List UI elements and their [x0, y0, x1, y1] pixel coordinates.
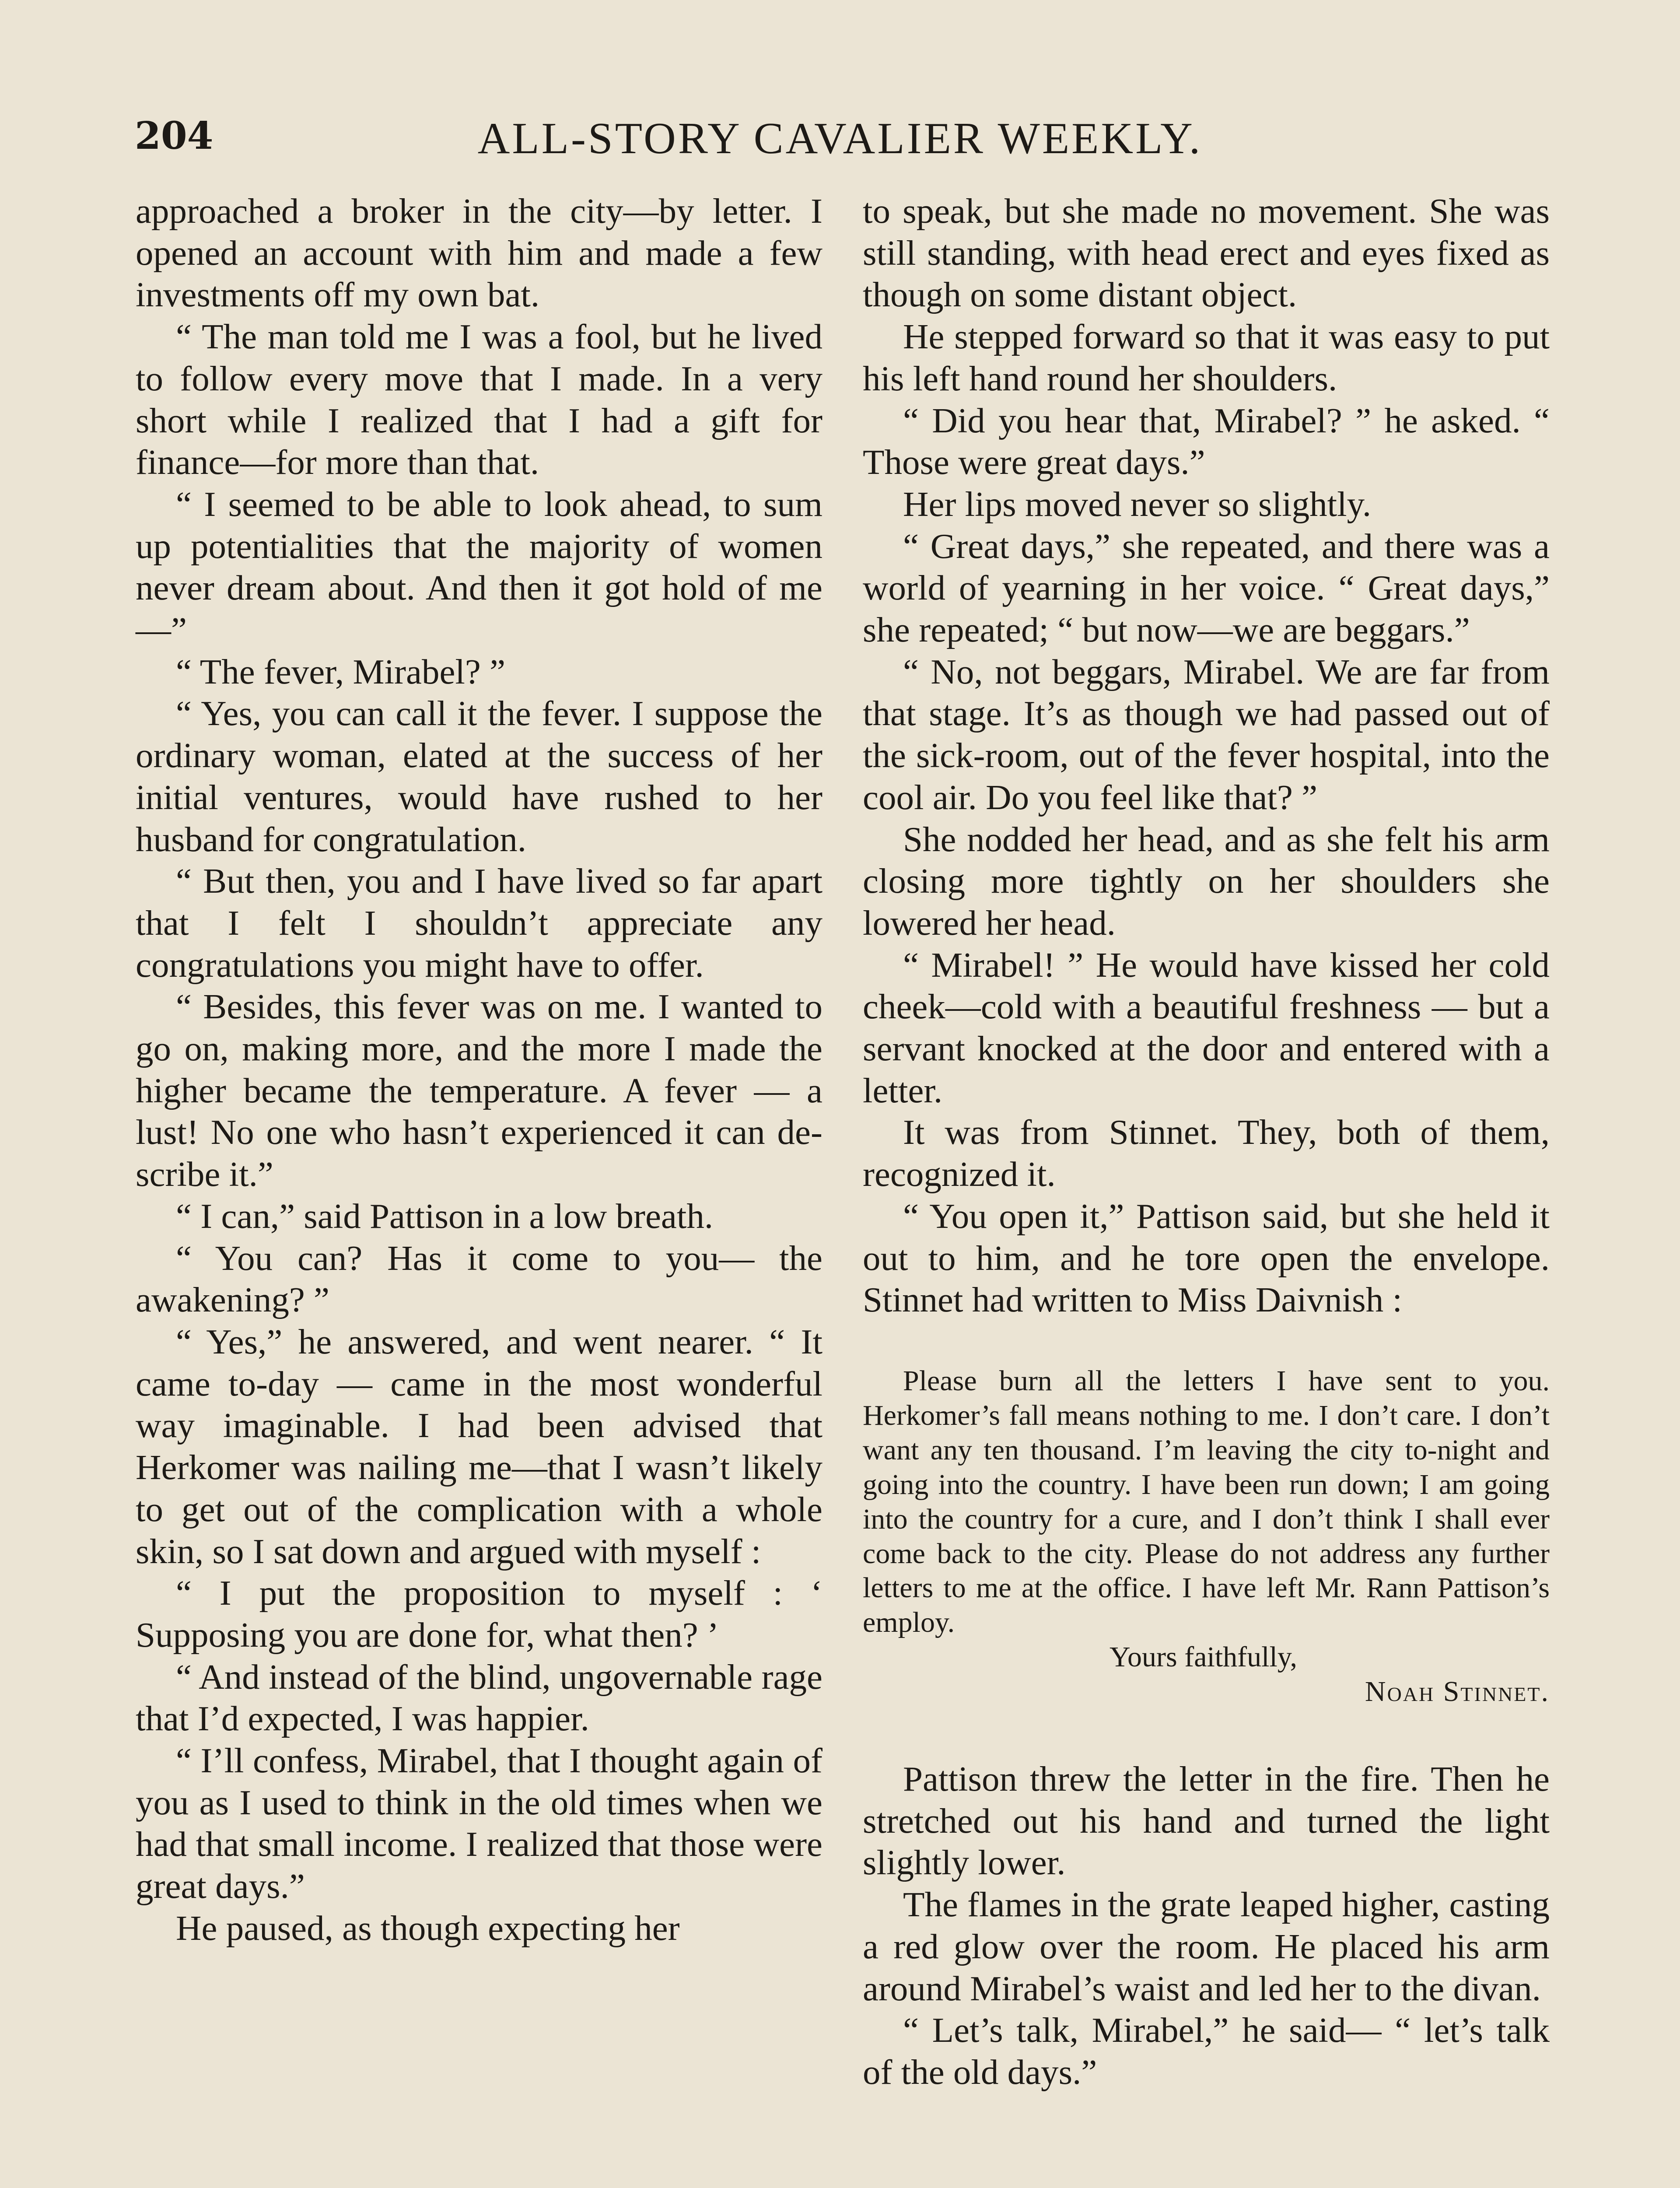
paragraph: “ You can? Has it come to you— the awakening? ” — [136, 1238, 822, 1320]
paragraph: She nodded her head, and as she felt his arm closing more tightly on her shoulders she lowered her head. — [863, 819, 1550, 943]
paragraph: “ I can,” said Pattison in a low breath. — [176, 1196, 714, 1236]
paragraph: “ Besides, this fever was on me. I wanted to go on, making more, and the more I made the higher became the temperature. A fever — a lust! No one who hasn’t experienced it can describe it.” — [136, 987, 822, 1194]
paragraph: “ But then, you and I have lived so far apart that I felt I shouldn’t appreciate any congratulations you might have to offer. — [136, 861, 822, 985]
quoted-letter — [863, 1364, 1550, 1709]
running-title: ALL-STORY CAVALIER WEEKLY. — [477, 114, 1203, 163]
paragraph: “ Mirabel! ” He would have kissed her cold cheek—cold with a beautiful freshness — but a servant knocked at the door and entered with a letter. — [863, 945, 1550, 1110]
paragraph: “ Let’s talk, Mirabel,” he said— “ let’s talk of the old days.” — [863, 2010, 1550, 2092]
paragraph: to speak, but she made no movement. She was still standing, with head erect and eyes fixed as though on some distant object. — [863, 191, 1550, 315]
letter-signature: Noah Stinnet. — [1365, 1676, 1550, 1708]
paragraph: “ Yes, you can call it the fever. I suppose the ordinary woman, elated at the success of her initial ventures, would have rushed to her husband for congratulation. — [136, 694, 822, 859]
paragraph: “ Yes,” he answered, and went nearer. “ It came to-day — came in the most wonderful way imaginable. I had been advised that Herkomer was nailing me—that I wasn’t likely to get out of the complication with a whole skin, so I sat down and argued with myself : — [136, 1322, 822, 1571]
paragraph: Her lips moved never so slightly. — [903, 484, 1372, 524]
paragraph: “ I’ll confess, Mirabel, that I thought again of you as I used to think in the old times when we had that small income. I realized that those were great days.” — [136, 1741, 822, 1906]
paragraph: “ Great days,” she repeated, and there was a world of yearning in her voice. “ Great days,” she repeated; “ but now—we are beggars.” — [863, 526, 1550, 650]
page-header — [131, 105, 1549, 162]
paragraph: “ The fever, Mirabel? ” — [176, 652, 506, 691]
left-column — [136, 190, 822, 1950]
letter-closing: Yours faithfully, — [1110, 1641, 1298, 1673]
after-letter-text — [863, 1758, 1550, 2093]
paragraph: It was from Stinnet. They, both of them, recognized it. — [863, 1112, 1550, 1194]
paragraph: “ I seemed to be able to look ahead, to sum up potentialities that the majority of women never dream about. And then it got hold of me—” — [136, 484, 822, 650]
paragraph: “ The man told me I was a fool, but he lived to follow every move that I made. In a very short while I realized that I had a gift for finance—for more than that. — [136, 317, 822, 482]
paragraph: “ No, not beggars, Mirabel. We are far from that stage. It’s as though we had passed out of the sick-room, out of the fever hospital, into the cool air. Do you feel like that? ” — [863, 652, 1550, 817]
page-number: 204 — [135, 114, 214, 158]
letter-body: Please burn all the letters I have sent to you. Herkomer’s fall means nothing to me. I don’t care. I don’t want any ten thousand. I’m leaving the city to-night and going into the country. I have been run down; I am going into the country for a cure, and I don’t think I shall ever come back to the city. Please do not address any further letters to me at the office. I have left Mr. Rann Pattison’s employ. — [863, 1364, 1550, 1639]
paragraph: Pattison threw the letter in the fire. Then he stretched out his hand and turned the light slightly lower. — [863, 1759, 1550, 1883]
paragraph: “ Did you hear that, Mirabel? ” he asked. “ Those were great days.” — [863, 400, 1550, 482]
paragraph: approached a broker in the city—by letter. I opened an account with him and made a few investments off my own bat. — [136, 191, 822, 315]
paragraph: “ And instead of the blind, ungovernable rage that I’d expected, I was happier. — [136, 1657, 822, 1739]
paragraph: He stepped forward so that it was easy to put his left hand round her shoulders. — [863, 317, 1550, 398]
paragraph: The flames in the grate leaped higher, casting a red glow over the room. He placed his arm around Mirabel’s waist and led her to the divan. — [863, 1885, 1550, 2008]
right-column — [863, 190, 1550, 2093]
paragraph: He paused, as though expecting her — [176, 1908, 680, 1948]
paragraph: “ You open it,” Pattison said, but she held it out to him, and he tore open the envelope. Stinnet had written to Miss Daivnish : — [863, 1196, 1550, 1320]
paragraph: “ I put the proposition to myself : ‘ Supposing you are done for, what then? ’ — [136, 1573, 822, 1655]
